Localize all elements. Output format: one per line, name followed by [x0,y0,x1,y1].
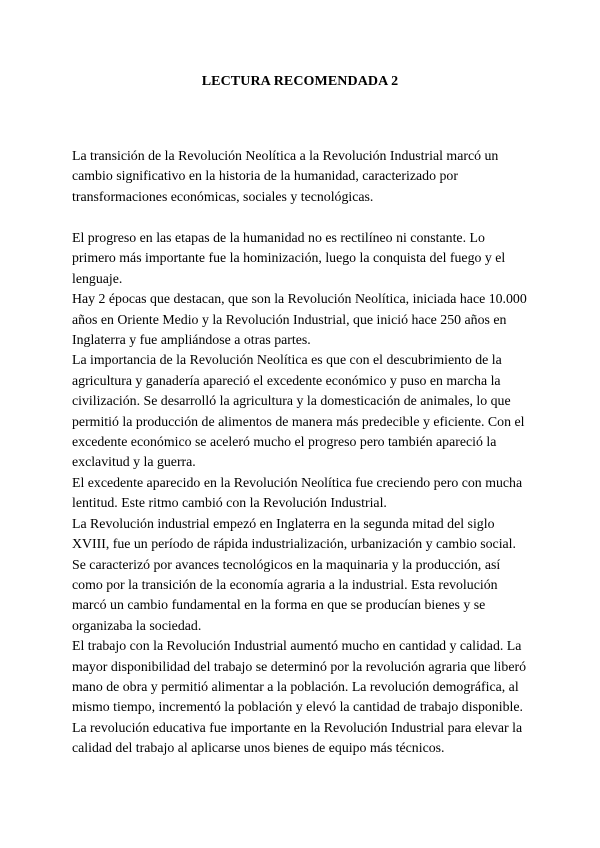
document-title: LECTURA RECOMENDADA 2 [201,74,399,89]
paragraph: La revolución educativa fue importante en la Revolución Industrial para elevar la calidad del trabajo al aplicarse unos bienes de equipo más técnicos. [72,719,523,756]
intro-paragraph: La transición de la Revolución Neolítica a la Revolución Industrial marcó un cambio significativo en la historia de la humanidad, caracterizado por transformaciones económicas, sociales y tecnológicas. [72,148,499,204]
main-section [72,228,528,759]
paragraph: El progreso en las etapas de la humanidad no es rectilíneo ni constante. Lo primero más importante fue la hominización, luego la conquista del fuego y el lenguaje. [72,230,506,286]
paragraph: Hay 2 épocas que destacan, que son la Revolución Neolítica, iniciada hace 10.000 años en Oriente Medio y la Revolución Industrial, que inició hace 250 años en Inglaterra y fue ampliándose a otras partes. [72,291,527,348]
paragraph: La importancia de la Revolución Neolítica es que con el descubrimiento de la agricultura y ganadería apareció el excedente económico y puso en marcha la civilización. Se desarrolló la agricultura y la domesticación de animales, lo que permitió la producción de alimentos de manera más predecible y eficiente. Con el excedente económico se aceleró mucho el progreso pero también apareció la exclavitud y la guerra. [72,352,525,470]
paragraph: La Revolución industrial empezó en Inglaterra en la segunda mitad del siglo XVIII, fue un período de rápida industrialización, urbanización y cambio social. Se caracterizó por avances tecnológicos en la maquinaria y la producción, así como por la transición de la economía agraria a la industrial. Esta revolución marcó un cambio fundamental en la forma en que se producían bienes y se organizaba la sociedad. [72,515,516,633]
paragraph: El excedente aparecido en la Revolución Neolítica fue creciendo pero con mucha lentitud. Este ritmo cambió con la Revolución Industrial. [72,474,523,511]
paragraph: El trabajo con la Revolución Industrial aumentó mucho en cantidad y calidad. La mayor disponibilidad del trabajo se determinó por la revolución agraria que liberó mano de obra y permitió alimentar a la población. La revolución demográfica, al mismo tiempo, incrementó la población y elevó la cantidad de trabajo disponible. [72,638,527,715]
intro-section [72,146,528,207]
